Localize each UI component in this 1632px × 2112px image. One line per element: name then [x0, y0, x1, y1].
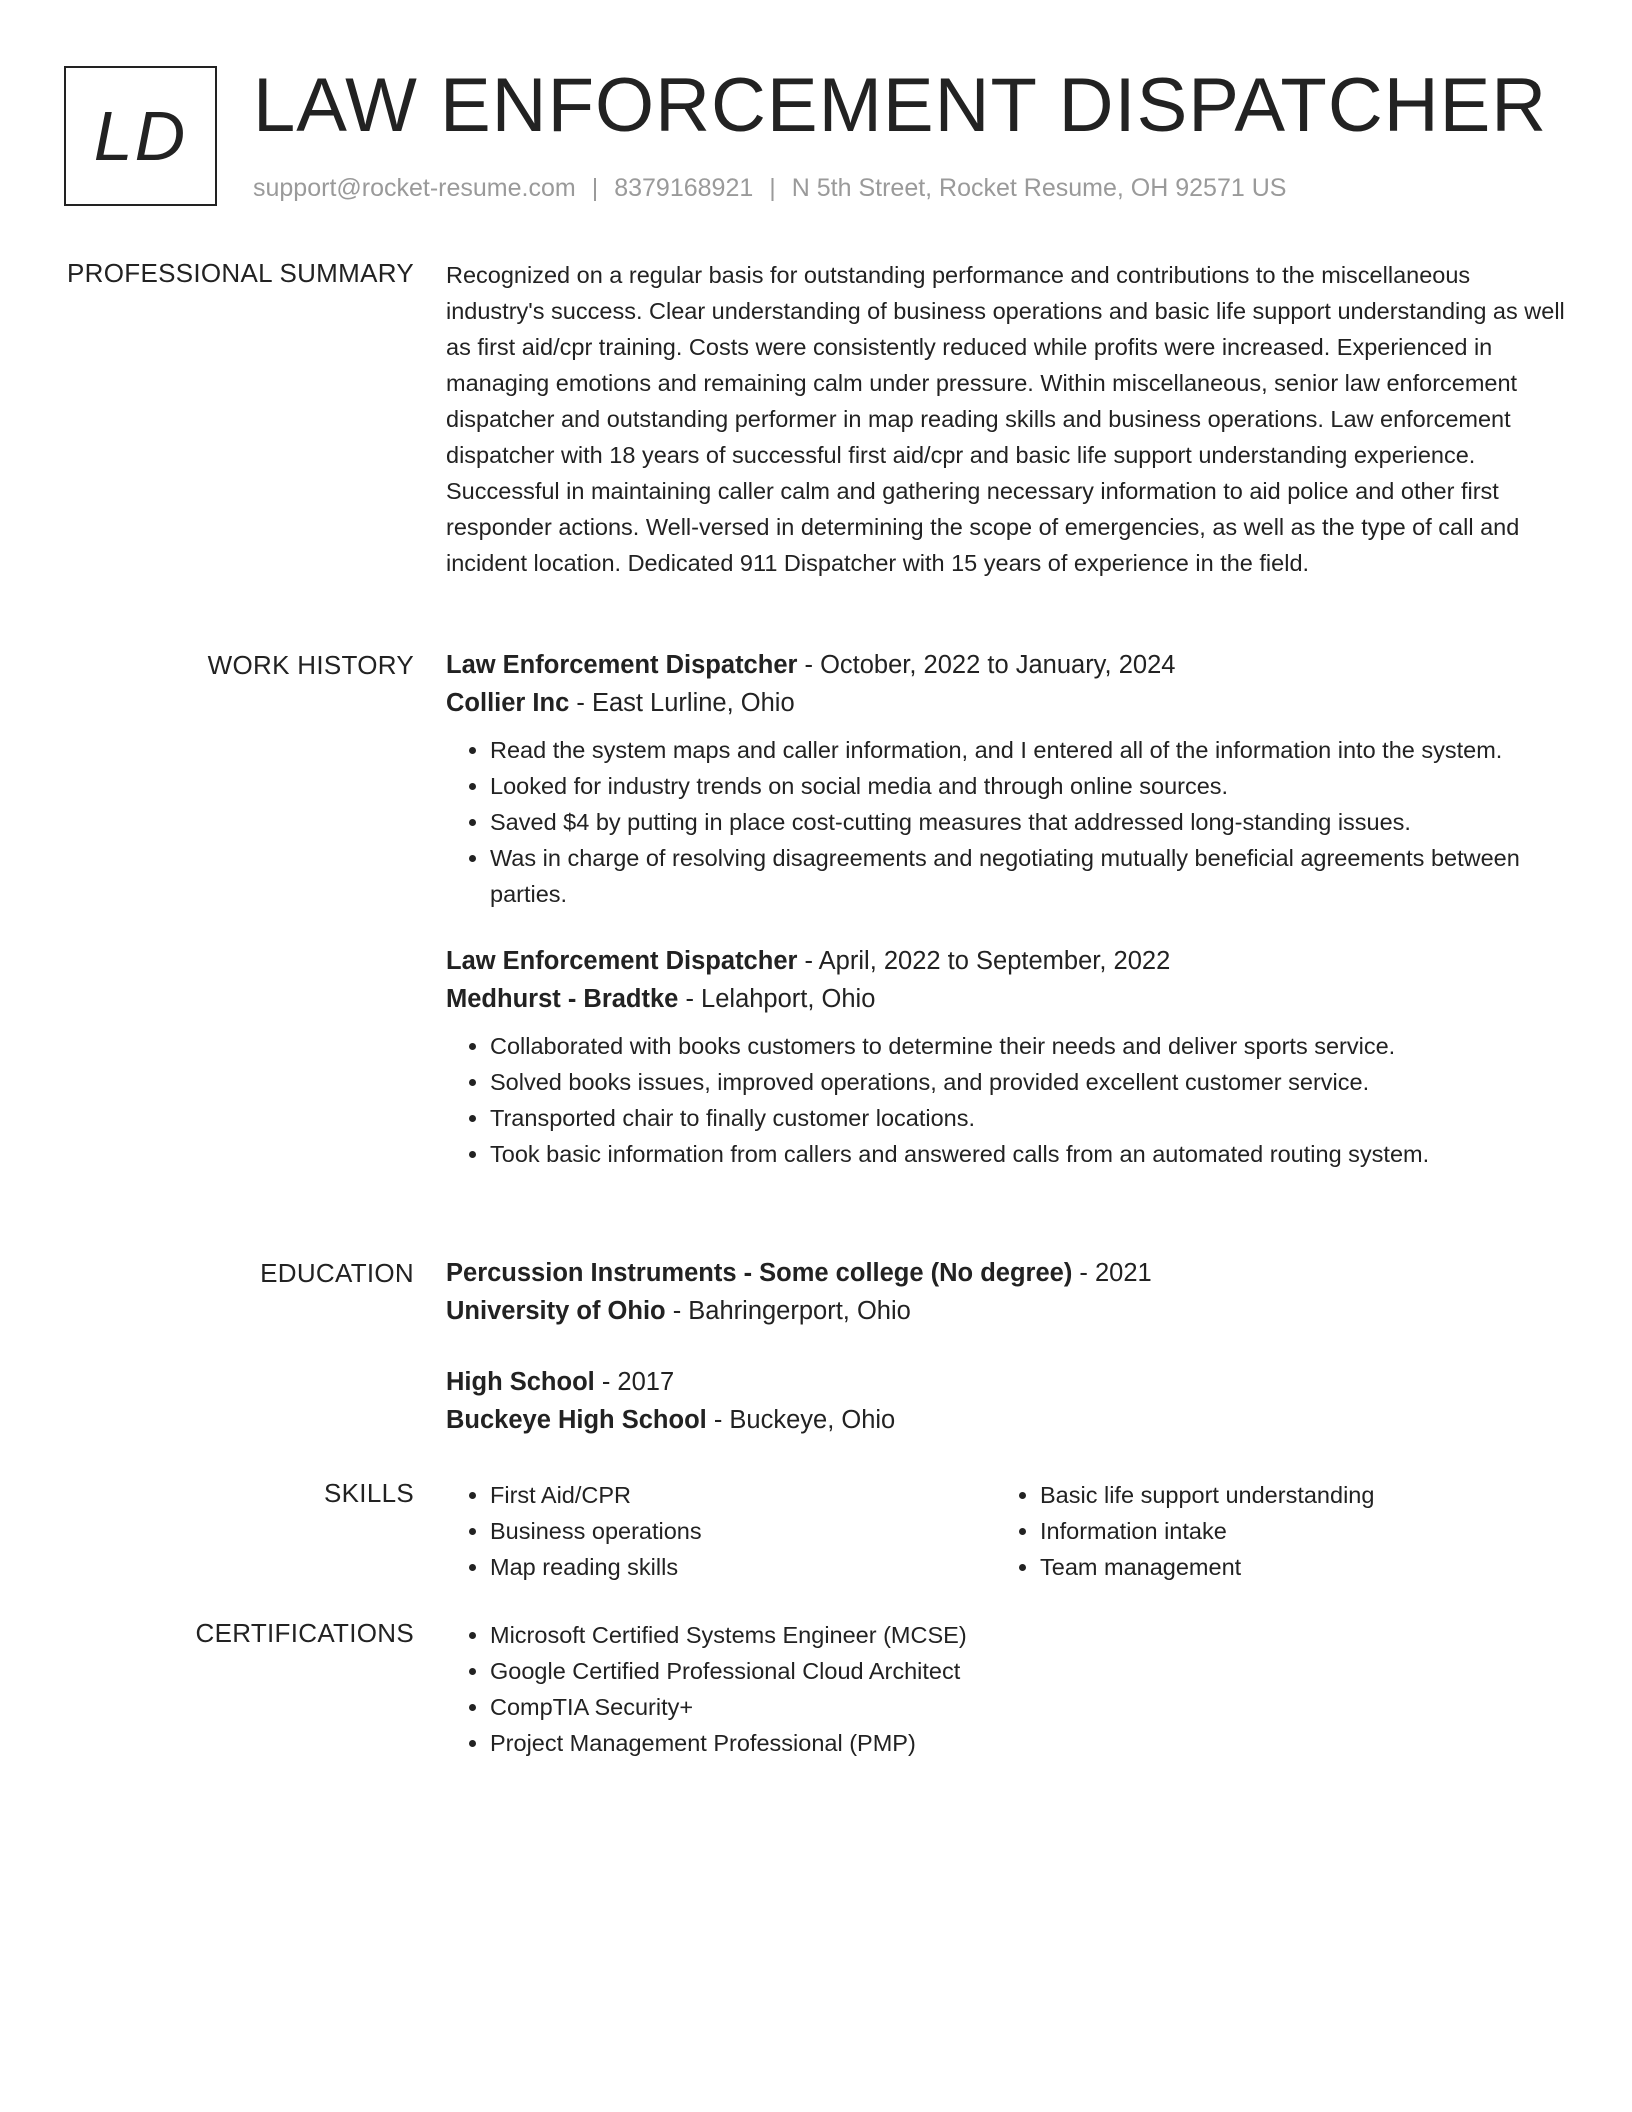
- list-item: • Business operations: [490, 1513, 996, 1549]
- contact-line: [253, 174, 1286, 203]
- job-title: Law Enforcement Dispatcher: [446, 651, 798, 679]
- list-item: • Transported chair to finally customer locations.: [490, 1100, 1566, 1136]
- contact-separator: |: [591, 174, 599, 202]
- list-item: • Google Certified Professional Cloud Architect: [490, 1653, 1566, 1689]
- job-title-line: [446, 942, 1566, 980]
- job-location: - Lelahport, Ohio: [678, 985, 876, 1013]
- degree-line: [446, 1363, 1566, 1401]
- school-line: [446, 1401, 1566, 1439]
- skills-column-left: [446, 1477, 996, 1585]
- degree: High School: [446, 1368, 595, 1396]
- job-company-line: [446, 684, 1566, 722]
- list-item: • Basic life support understanding: [1040, 1477, 1546, 1513]
- job-entry: [446, 942, 1566, 1172]
- job-title: Law Enforcement Dispatcher: [446, 947, 798, 975]
- list-item: • Information intake: [1040, 1513, 1546, 1549]
- job-location: - East Lurline, Ohio: [569, 689, 795, 717]
- contact-separator: |: [769, 174, 776, 202]
- list-item: • Map reading skills: [490, 1549, 996, 1585]
- candidate-title: LAW ENFORCEMENT DISPATCHER: [253, 63, 1548, 148]
- job-dates: - October, 2022 to January, 2024: [797, 651, 1176, 679]
- list-item: • Read the system maps and caller information, and I entered all of the information into the system.: [490, 732, 1566, 768]
- school-name: University of Ohio: [446, 1297, 666, 1325]
- section-label: EDUCATION: [260, 1258, 414, 1288]
- list-item: • Looked for industry trends on social media and through online sources.: [490, 768, 1566, 804]
- section-label: SKILLS: [324, 1478, 414, 1508]
- graduation-year: - 2017: [594, 1368, 675, 1396]
- section-label: PROFESSIONAL SUMMARY: [67, 258, 414, 288]
- contact-email: support@rocket-resume.com: [253, 174, 576, 202]
- job-title-line: [446, 646, 1566, 684]
- list-item: • First Aid/CPR: [490, 1477, 996, 1513]
- school-location: - Buckeye, Ohio: [706, 1406, 896, 1434]
- job-company: Collier Inc: [446, 689, 570, 717]
- contact-address: N 5th Street, Rocket Resume, OH 92571 US: [791, 174, 1287, 202]
- job-dates: - April, 2022 to September, 2022: [797, 947, 1171, 975]
- education-entry: [446, 1363, 1566, 1439]
- job-company-line: [446, 980, 1566, 1018]
- list-item: • CompTIA Security+: [490, 1689, 1566, 1725]
- list-item: • Project Management Professional (PMP): [490, 1725, 1566, 1761]
- school-location: - Bahringerport, Ohio: [665, 1297, 911, 1325]
- school-line: [446, 1292, 1566, 1330]
- degree-line: [446, 1254, 1566, 1292]
- job-entry: [446, 646, 1566, 912]
- list-item: • Saved $4 by putting in place cost-cutting measures that addressed long-standing issues.: [490, 804, 1566, 840]
- skills-column-right: [996, 1477, 1546, 1585]
- graduation-year: - 2021: [1072, 1259, 1152, 1287]
- list-item: • Team management: [1040, 1549, 1546, 1585]
- school-name: Buckeye High School: [446, 1406, 707, 1434]
- contact-phone: 8379168921: [614, 174, 754, 202]
- summary-text: Recognized on a regular basis for outstanding performance and contributions to the miscellaneous industry's success. Clear understanding of business operations and basic life support understanding as well as first aid/cpr training. Costs were consistently reduced while profits were increased. Experienced in managing emotions and remaining calm under pressure. Within miscellaneous, senior law enforcement dispatcher and outstanding performer in map reading skills and business operations. Law enforcement dispatcher with 18 years of successful first aid/cpr and basic life support understanding experience. Successful in maintaining caller calm and gathering necessary information to aid police and other first responder actions. Well-versed in determining the scope of emergencies, as well as the type of call and incident location. Dedicated 911 Dispatcher with 15 years of experience in the field.: [446, 262, 1565, 576]
- certifications-list: [446, 1617, 1566, 1761]
- list-item: • Microsoft Certified Systems Engineer (MCSE): [490, 1617, 1566, 1653]
- monogram-logo: LD: [64, 66, 217, 206]
- list-item: • Collaborated with books customers to determine their needs and deliver sports service.: [490, 1028, 1566, 1064]
- list-item: • Took basic information from callers and answered calls from an automated routing system.: [490, 1136, 1566, 1172]
- list-item: • Was in charge of resolving disagreements and negotiating mutually beneficial agreements between parties.: [490, 840, 1566, 912]
- section-label: WORK HISTORY: [207, 650, 414, 680]
- job-company: Medhurst - Bradtke: [446, 985, 679, 1013]
- skills-grid: [446, 1477, 1566, 1585]
- education-entry: [446, 1254, 1566, 1330]
- degree: Percussion Instruments - Some college (No degree): [446, 1259, 1073, 1287]
- job-bullets: [446, 732, 1566, 912]
- section-label: CERTIFICATIONS: [195, 1618, 414, 1648]
- job-bullets: [446, 1028, 1566, 1172]
- list-item: • Solved books issues, improved operations, and provided excellent customer service.: [490, 1064, 1566, 1100]
